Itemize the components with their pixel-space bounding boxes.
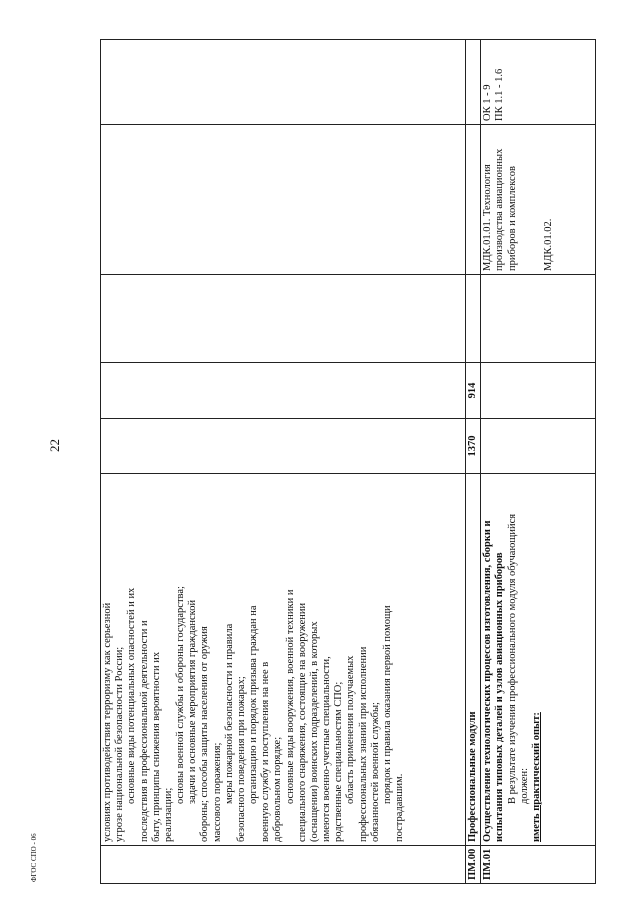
table-row-pm00 [466,40,481,884]
pm01-mdk2: МДК.01.02. [542,218,554,271]
text-line: (оснащении) воинских подразделений, в которых [308,621,320,842]
pm01-code: ПМ.01 [481,846,596,884]
cell-hours-max-empty [101,419,466,474]
text-line: меры пожарной безопасности и правила [223,623,235,804]
text-line: родственные специальностям СПО; [333,681,345,842]
text-line: профессиональных знаний при исполнении [357,646,369,842]
text-line: основные виды вооружения, военной техники и [284,589,296,804]
text-line: угрозе национальной безопасности России; [114,646,126,842]
page-number: 22 [47,439,62,452]
text-line: имеются военно-учетные специальности, [321,656,333,842]
table-row-pm01 [481,40,596,884]
curriculum-table [100,40,596,884]
text-line: пострадавшим. [394,773,406,842]
cell-empty [101,275,466,363]
text-line: добровольном порядке; [272,736,284,842]
text-line: реализации; [162,787,174,842]
cell-empty [481,419,596,474]
text-line: область применения получаемых [345,655,357,804]
pm01-mdk-cell [481,125,596,275]
pm01-title: Осуществление технологических процессов изготовления, сборки и испытания типовых деталей и узлов авиационных приборов [482,520,506,842]
table-row-bzh [101,40,466,884]
cell-empty [466,40,481,125]
text-line: военную службу и поступления на нее в [260,661,272,842]
pm00-code: ПМ.00 [466,846,481,884]
cell-empty [481,275,596,363]
bzh-knowledge-cell [101,474,466,846]
text-line: обороны; способы защиты населения от оружия [199,626,211,842]
pm00-title: Профессиональные модули [466,474,481,846]
text-line: порядок и правила оказания первой помощи [381,605,393,804]
pm00-hours-max: 1370 [466,419,481,474]
cell-empty [466,125,481,275]
text-line: основы военной службы и обороны государства; [175,586,187,804]
text-line: организацию и порядок призыва граждан на [248,605,260,804]
pm01-intro: В результате изучения профессионального модуля обучающийся должен: [506,513,530,804]
pm01-ok: ОК 1 - 9 [482,84,494,121]
pm01-experience-label: иметь практический опыт: [530,712,542,842]
text-line: специального снаряжения, состоящие на вооружении [296,602,308,842]
footer-code: ФГОС СПО - 06 [30,833,38,882]
text-line: безопасного поведения при пожарах; [235,676,247,842]
cell-code-empty [101,846,466,884]
text-line: быту, принципы снижения вероятности их [150,651,162,842]
cell-hours-class-empty [101,363,466,419]
cell-empty [466,275,481,363]
pm01-competencies-cell [481,40,596,125]
pm01-pk: ПК 1.1 - 1.6 [494,68,506,121]
text-line: массового поражения; [211,742,223,842]
cell-empty [481,363,596,419]
pm01-description [481,474,596,846]
pm00-hours-class: 914 [466,363,481,419]
text-line: основные виды потенциальных опасностей и их [126,587,138,804]
pm01-mdk1: МДК.01.01. Технология производства авиационных приборов и комплексов [482,148,518,271]
cell-competencies-empty [101,40,466,125]
text-line: задачи и основные мероприятия гражданской [187,599,199,804]
cell-mdk-empty [101,125,466,275]
text-line: обязанностей военной службы; [369,702,381,842]
text-line: последствия в профессиональной деятельности и [138,620,150,842]
text-line: условиях противодействия терроризму как серьезной [102,602,113,842]
